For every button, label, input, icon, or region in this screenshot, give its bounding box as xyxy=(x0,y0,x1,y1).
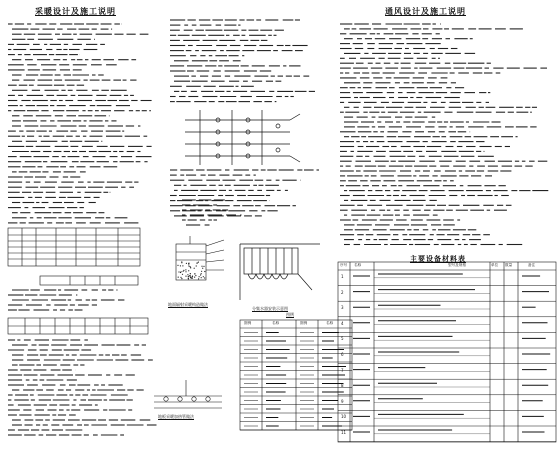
equipment-row-number: 5 xyxy=(341,336,344,342)
gravel-dot xyxy=(194,277,195,278)
gravel-dot xyxy=(190,275,191,276)
gravel-dot xyxy=(203,276,204,277)
manifold-drawing xyxy=(240,244,320,300)
eq-col-qty: 数量 xyxy=(505,263,513,267)
gravel-dot xyxy=(203,266,204,267)
floor-detail-drawing xyxy=(176,236,224,280)
gravel-dot xyxy=(190,273,191,274)
eq-col-unit: 单位 xyxy=(491,263,499,267)
legend-col-name-1: 名称 xyxy=(272,321,280,325)
floor-detail-caption: 地面辐射采暖构造做法 xyxy=(168,302,208,307)
manifold-caption: 分集水器安装示意图 xyxy=(252,306,288,311)
heating-notes-title: 采暖设计及施工说明 xyxy=(35,7,116,16)
gravel-dot xyxy=(201,266,202,267)
legend-col-symbol-1: 图例 xyxy=(244,321,252,325)
gravel-dot xyxy=(178,271,179,272)
gravel-dot xyxy=(187,274,188,275)
gravel-dot xyxy=(197,262,198,263)
legend-caption: 图例 xyxy=(286,312,294,317)
gravel-dot xyxy=(183,271,184,272)
gravel-dot xyxy=(185,276,186,277)
gravel-dot xyxy=(198,278,199,279)
gravel-dot xyxy=(195,275,196,276)
gravel-dot xyxy=(186,263,187,264)
gravel-dot xyxy=(189,266,190,267)
gravel-dot xyxy=(181,262,182,263)
gravel-dot xyxy=(190,276,191,277)
gravel-dot xyxy=(180,265,181,266)
equipment-row-number: 3 xyxy=(341,305,344,311)
equipment-row-number: 8 xyxy=(341,383,344,389)
heating-pipe-caption: 地板采暖加热管做法 xyxy=(158,414,194,419)
gravel-dot xyxy=(201,273,202,274)
equipment-table-header xyxy=(338,263,556,269)
gravel-dot xyxy=(185,271,186,272)
gravel-dot xyxy=(185,269,186,270)
equipment-row-number: 4 xyxy=(341,320,344,326)
equipment-row-number: 11 xyxy=(341,430,347,435)
ventilation-notes-title: 通风设计及施工说明 xyxy=(385,7,466,16)
eq-col-name: 名称 xyxy=(354,263,362,267)
gravel-dot xyxy=(201,277,202,278)
legend-col-name-2: 名称 xyxy=(326,321,334,325)
gravel-dot xyxy=(181,278,182,279)
gravel-dot xyxy=(192,276,193,277)
gravel-dot xyxy=(201,271,202,272)
gravel-dot xyxy=(182,274,183,275)
gravel-dot xyxy=(178,277,179,278)
gravel-dot xyxy=(198,262,199,263)
gravel-dot xyxy=(204,271,205,272)
gravel-dot xyxy=(199,276,200,277)
gravel-dot xyxy=(189,275,190,276)
heating-pipe-detail xyxy=(154,380,222,408)
eq-col-note: 备注 xyxy=(528,263,536,267)
gravel-dot xyxy=(188,278,189,279)
gravel-dot xyxy=(188,270,189,271)
equipment-row-number: 7 xyxy=(341,367,344,373)
gravel-dot xyxy=(202,268,203,269)
gravel-dot xyxy=(188,263,189,264)
gravel-dot xyxy=(194,268,195,269)
gravel-dot xyxy=(204,277,205,278)
gravel-dot xyxy=(194,273,195,274)
equipment-row-number: 9 xyxy=(341,398,344,404)
piping-schematic xyxy=(185,110,300,165)
gravel-dot xyxy=(200,274,201,275)
eq-col-spec: 型号及规格 xyxy=(448,263,466,267)
gravel-dot xyxy=(188,264,189,265)
gravel-dot xyxy=(180,272,181,273)
gravel-dot xyxy=(196,265,197,266)
legend-header xyxy=(240,321,352,327)
gravel-dot xyxy=(183,270,184,271)
gravel-dot xyxy=(180,277,181,278)
equipment-row-number: 2 xyxy=(341,289,344,295)
gravel-dot xyxy=(191,277,192,278)
legend-col-symbol-2: 图例 xyxy=(300,321,308,325)
equipment-row-number: 10 xyxy=(341,414,347,420)
eq-col-no: 序号 xyxy=(340,263,348,267)
gravel-dot xyxy=(190,266,191,267)
equipment-table-title: 主要设备材料表 xyxy=(410,255,466,263)
gravel-dot xyxy=(182,265,183,266)
equipment-row-number: 1 xyxy=(341,274,344,279)
gravel-dot xyxy=(177,265,178,266)
equipment-row-number: 6 xyxy=(341,352,344,357)
